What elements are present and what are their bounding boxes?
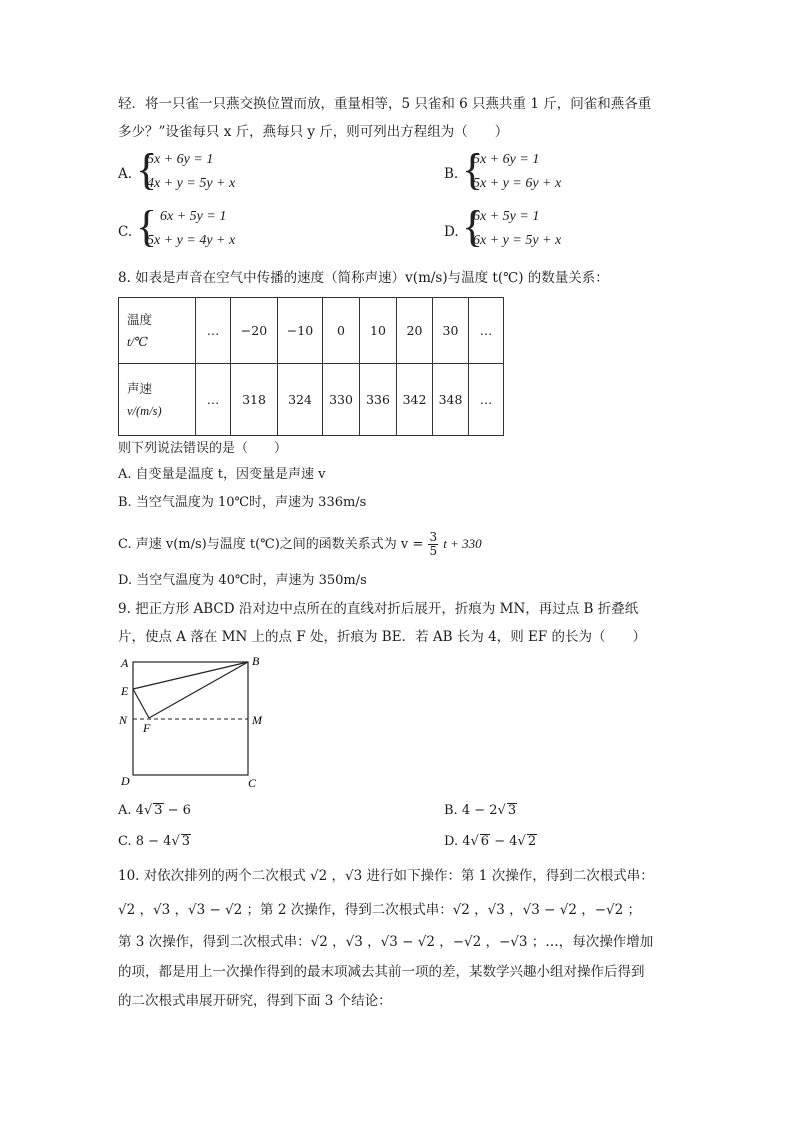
q10-stem-line5: 的二次根式串展开研究，得到下面 3 个结论： [118, 993, 392, 1009]
label-n: N [119, 713, 128, 727]
q7-stem-line2: 多少？”设雀每只 x 斤，燕每只 y 斤，则可列出方程组为（ ） [118, 124, 509, 140]
brace-icon: { [136, 202, 158, 251]
q7-option-b-eq2: 5x + y = 6y + x [473, 176, 562, 191]
q7-option-b-label: B. [444, 166, 459, 182]
q9-option-d-mid: − 4 [490, 834, 518, 849]
q9-option-d [444, 834, 537, 849]
q7-option-d-eq1: 6x + 5y = 1 [473, 209, 540, 224]
q8-option-c [118, 531, 482, 558]
q8-option-a: A. 自变量是温度 t，因变量是声速 v [118, 467, 326, 482]
radicand: 6 [480, 834, 490, 849]
q8-option-c-tail: t + 330 [443, 536, 482, 551]
table-cell: −20 [231, 298, 278, 364]
label-m: M [252, 713, 262, 727]
radicand: 3 [507, 803, 517, 818]
table-row-header [119, 298, 196, 364]
speed-table [118, 297, 504, 436]
sqrt-sign: √ [497, 803, 506, 818]
brace-icon: { [462, 202, 484, 251]
fraction-numerator: 3 [429, 530, 438, 544]
q9-stem-line1: 9. 把正方形 ABCD 沿对边中点所在的直线对折后展开，折痕为 MN，再过点 B 折叠纸 [118, 601, 639, 617]
segment-ef [133, 689, 149, 718]
label-b: B [252, 654, 260, 668]
q7-option-b-system [462, 145, 612, 198]
q7-option-a-label: A. [118, 166, 133, 182]
table-cell: … [469, 298, 504, 364]
label-f: F [143, 721, 151, 735]
radicand: 3 [154, 803, 163, 818]
fraction [428, 531, 438, 558]
label-e: E [121, 684, 129, 698]
q9-option-a [118, 803, 191, 818]
radicand: 2 [527, 834, 537, 849]
q9-option-b-text: B. 4 − 2 [444, 803, 498, 818]
radicand: 3 [181, 834, 191, 849]
table-cell: 330 [323, 364, 360, 436]
q7-option-c-system [136, 202, 286, 255]
speed-label: 声速 [127, 380, 153, 396]
table-cell: 0 [323, 298, 360, 364]
table-cell: 342 [397, 364, 433, 436]
q9-option-c [118, 834, 191, 849]
q10-stem-line2: √2 ，√3 ，√3 − √2 ；第 2 次操作，得到二次根式串：√2 ，√3 ，√3 − √2 ，−√2 ； [118, 902, 642, 918]
q7-stem-line1: 轻．将一只雀一只燕交换位置而放，重量相等，5 只雀和 6 只燕共重 1 斤，问雀和燕各重 [118, 96, 652, 112]
table-cell: 20 [397, 298, 433, 364]
table-cell: 324 [278, 364, 323, 436]
table-row-header [119, 364, 196, 436]
q10-stem-line1: 10. 对依次排列的两个二次根式 √2 ，√3 进行如下操作：第 1 次操作，得到二次根式串： [118, 868, 654, 884]
brace-icon: { [462, 145, 484, 194]
q9-option-d-text: D. 4 [444, 834, 471, 849]
table-cell: 318 [231, 364, 278, 436]
label-a: A [121, 656, 129, 670]
q7-option-a-system [136, 145, 286, 198]
table-cell: 348 [433, 364, 469, 436]
sqrt-sign: √ [470, 834, 479, 849]
q8-option-d: D. 当空气温度为 40℃时，声速为 350m/s [118, 573, 367, 588]
sqrt-sign: √ [171, 834, 180, 849]
table-cell: 10 [360, 298, 397, 364]
table-cell: 30 [433, 298, 469, 364]
q10-stem-line3: 第 3 次操作，得到二次根式串：√2 ，√3 ，√3 − √2 ，−√2 ，−√3 ；…，每次操作增加 [118, 934, 654, 950]
q9-option-c-text: C. 8 − 4 [118, 834, 172, 849]
q10-stem-line4: 的项，都是用上一次操作得到的最末项减去其前一项的差，某数学兴趣小组对操作后得到 [118, 964, 645, 980]
q7-option-d-system [462, 202, 612, 255]
q9-option-a-tail: − 6 [163, 803, 191, 818]
table-cell: … [196, 364, 231, 436]
label-c: C [248, 776, 257, 790]
q7-option-c-eq1: 6x + 5y = 1 [160, 209, 227, 224]
q7-option-c-eq2: 5x + y = 4y + x [147, 233, 236, 248]
q7-option-d-eq2: 6x + y = 5y + x [473, 233, 562, 248]
q9-option-b [444, 803, 517, 818]
table-row-speed [119, 364, 504, 436]
table-cell: … [196, 298, 231, 364]
sqrt-sign: √ [517, 834, 526, 849]
q9-stem-line2: 片，使点 A 落在 MN 上的点 F 处，折痕为 BE．若 AB 长为 4，则 EF 的长为（ ） [118, 629, 647, 645]
crease-be [133, 662, 248, 689]
table-cell: … [469, 364, 504, 436]
table-cell: −10 [278, 298, 323, 364]
table-cell: 336 [360, 364, 397, 436]
segment-bf [149, 662, 248, 718]
brace-icon: { [136, 145, 158, 194]
q7-option-a-eq2: 4x + y = 5y + x [147, 176, 236, 191]
q8-stem: 8. 如表是声音在空气中传播的速度（简称声速）v(m/s)与温度 t(℃) 的数量关系： [118, 270, 609, 286]
label-d: D [121, 774, 130, 788]
q8-option-c-text: C. 声速 v(m/s)与温度 t(℃)之间的函数关系式为 v = [118, 537, 424, 552]
sqrt-sign: √ [143, 803, 153, 818]
table-row-temperature [119, 298, 504, 364]
folded-square-figure [118, 653, 278, 793]
q7-option-a-eq1: 5x + 6y = 1 [147, 152, 214, 167]
q7-option-c-label: C. [118, 224, 133, 240]
q7-option-b-eq1: 5x + 6y = 1 [473, 152, 540, 167]
speed-unit: v/(m/s) [127, 403, 162, 418]
q8-question: 则下列说法错误的是（ ） [118, 441, 288, 456]
temperature-label: 温度 [127, 311, 153, 327]
fraction-denominator: 5 [429, 544, 438, 558]
q8-option-b: B. 当空气温度为 10℃时，声速为 336m/s [118, 495, 367, 510]
q7-option-d-label: D. [444, 224, 459, 240]
temperature-unit: t/℃ [127, 334, 148, 349]
q9-option-a-text: A. 4 [118, 803, 144, 818]
